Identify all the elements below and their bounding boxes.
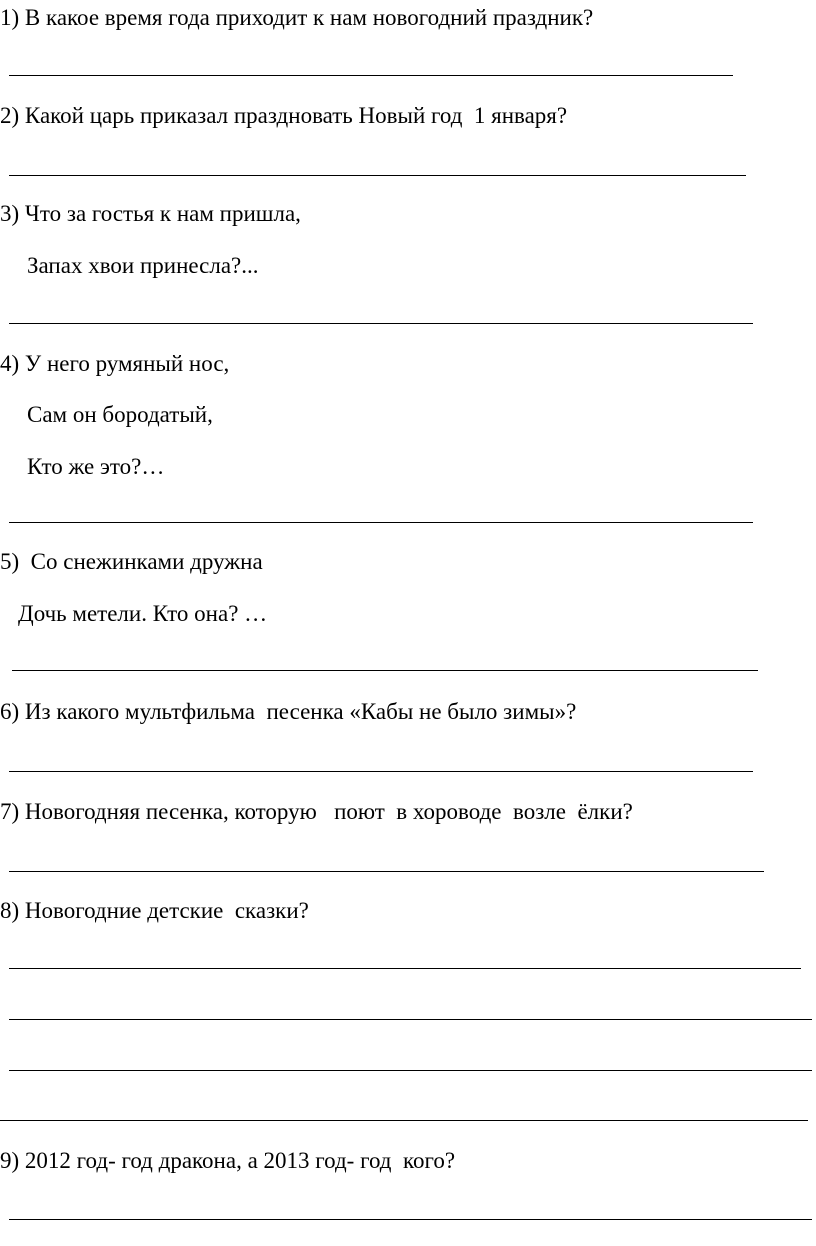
answer-line[interactable] xyxy=(9,175,746,176)
answer-line[interactable] xyxy=(9,968,801,969)
question-number: 3) xyxy=(0,201,20,226)
question-text: Из какого мультфильма песенка «Кабы не было зимы»? xyxy=(24,699,577,724)
question-number: 9) xyxy=(0,1148,20,1173)
answer-line[interactable] xyxy=(0,1120,808,1121)
question-text: Что за гостья к нам пришла, xyxy=(24,201,301,226)
question-7 xyxy=(0,798,633,826)
question-text: Кто же это?… xyxy=(27,454,165,479)
question-9 xyxy=(0,1147,455,1175)
question-number: 2) xyxy=(0,103,20,128)
question-number: 7) xyxy=(0,799,20,824)
question-text: 2012 год- год дракона, а 2013 год- год кого? xyxy=(24,1148,456,1173)
answer-line[interactable] xyxy=(9,771,753,772)
question-8 xyxy=(0,897,309,925)
question-2 xyxy=(0,102,567,130)
question-text: В какое время года приходит к нам новогодний праздник? xyxy=(24,5,594,30)
question-4 xyxy=(0,350,229,378)
question-text: Со снежинками дружна xyxy=(24,549,263,574)
answer-line[interactable] xyxy=(9,522,753,523)
question-5 xyxy=(0,548,263,576)
question-text: Какой царь приказал праздновать Новый год 1 января? xyxy=(24,103,568,128)
question-3 xyxy=(0,200,301,228)
question-4-line-2 xyxy=(27,401,213,429)
question-number: 4) xyxy=(0,351,20,376)
answer-line[interactable] xyxy=(9,1219,812,1220)
question-number: 6) xyxy=(0,699,20,724)
question-3-line-2 xyxy=(27,252,259,280)
question-5-line-2 xyxy=(18,600,267,628)
answer-line[interactable] xyxy=(9,1070,812,1071)
question-number: 1) xyxy=(0,5,20,30)
question-text: Сам он бородатый, xyxy=(27,402,213,427)
question-text: У него румяный нос, xyxy=(24,351,230,376)
question-number: 8) xyxy=(0,898,20,923)
answer-line[interactable] xyxy=(9,75,733,76)
question-1 xyxy=(0,4,593,32)
answer-line[interactable] xyxy=(9,323,753,324)
question-4-line-3 xyxy=(27,453,164,481)
question-text: Запах хвои принесла?... xyxy=(27,253,259,278)
question-text: Новогодние детские сказки? xyxy=(24,898,309,923)
question-number: 5) xyxy=(0,549,20,574)
answer-line[interactable] xyxy=(9,871,764,872)
question-6 xyxy=(0,698,576,726)
answer-line[interactable] xyxy=(9,1019,812,1020)
question-text: Новогодняя песенка, которую поют в хороводе возле ёлки? xyxy=(24,799,633,824)
question-text: Дочь метели. Кто она? … xyxy=(18,601,268,626)
answer-line[interactable] xyxy=(12,670,758,671)
